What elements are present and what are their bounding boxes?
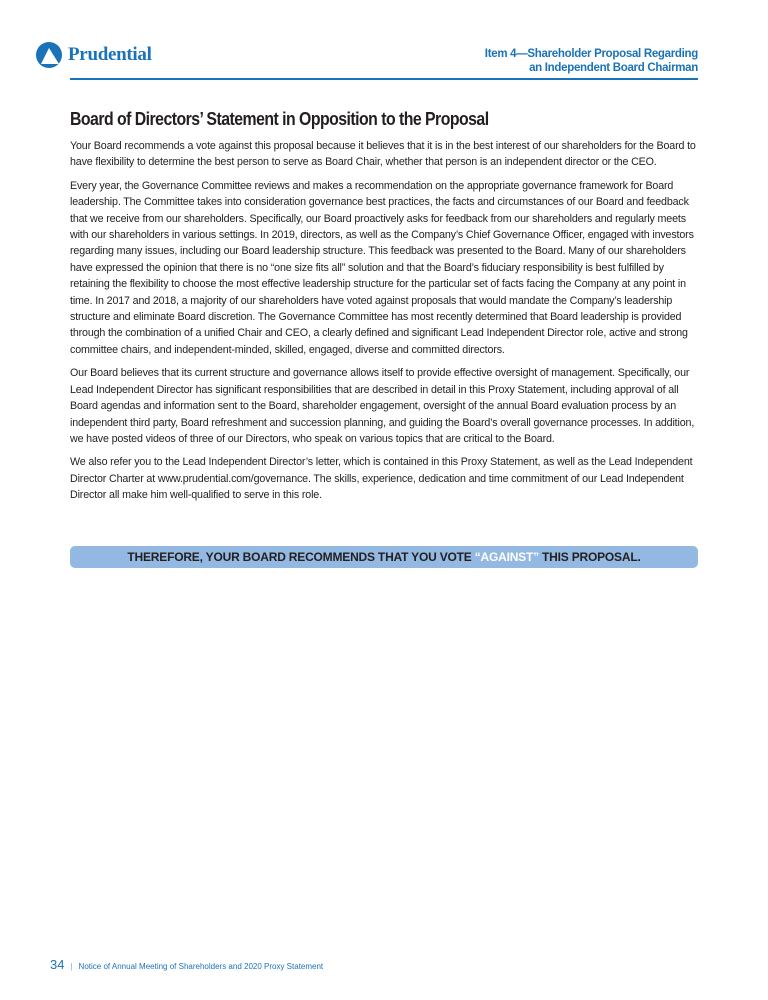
footer-doc-title: Notice of Annual Meeting of Shareholders and 2020 Proxy Statement <box>78 962 324 971</box>
section-title-line1: Item 4—Shareholder Proposal Regarding <box>484 48 698 60</box>
page-number: 34 <box>50 957 65 972</box>
paragraph: Our Board believes that its current structure and governance allows itself to provide effective oversight of management. Specifically, our Lead Independent Director has significant responsibilities that are described in detail in this Proxy Statement, including approval of all Board agendas and information sent to the Board, shareholder engagement, oversight of the annual Board evaluation process by an independent third party, Board refreshment and succession planning, and guiding the Board’s overall governance processes. In addition, we have posted videos of three of our Directors, who speak on various topics that are critical to the Board. <box>70 367 695 445</box>
banner-text: THEREFORE, YOUR BOARD RECOMMENDS THAT YOU VOTE <box>127 550 475 564</box>
paragraph: Every year, the Governance Committee reviews and makes a recommendation on the appropriate governance framework for Board leadership. The Committee takes into consideration governance best practices, the facts and circumstances of our Board and feedback that we receive from our shareholders. Specifically, our Board proactively asks for feedback from our shareholders and regularly meets with our shareholders in various settings. In 2019, directors, as well as the Company’s Chief Governance Officer, engaged with investors regarding many issues, including our Board leadership structure. This feedback was presented to the Board. Many of our shareholders have expressed the opinion that there is no “one size fits all” solution and that the Board’s fiduciary responsibility is best fulfilled by retaining the flexibility to choose the most effective leadership structure for the particular set of facts facing the Company at any point in time. In 2017 and 2018, a majority of our shareholders have voted against proposals that would mandate the Company’s leadership structure and eliminate Board discretion. The Governance Committee has most recently determined that Board leadership is provided through the combination of a unified Chair and CEO, a clearly defined and significant Lead Independent Director role, active and strong committee chairs, and independent-minded, skilled, engaged, diverse and committed directors. <box>70 179 694 356</box>
page-footer <box>50 957 323 972</box>
header-divider <box>70 78 698 80</box>
logo-text: Prudential <box>68 44 152 65</box>
page-heading: Board of Directors’ Statement in Opposition to the Proposal <box>70 109 489 129</box>
prudential-logo <box>36 42 152 68</box>
paragraph: Your Board recommends a vote against this proposal because it believes that it is in the best interest of our shareholders for the Board to have flexibility to determine the best person to serve as Board Chair, whether that person is an independent director or the CEO. <box>70 140 696 169</box>
section-title-line2: an Independent Board Chairman <box>529 62 698 74</box>
rock-logo-icon <box>36 42 62 68</box>
banner-text-end: THIS PROPOSAL. <box>538 550 641 564</box>
recommendation-banner <box>70 546 698 568</box>
body-text <box>70 138 698 511</box>
footer-separator: | <box>70 962 73 971</box>
section-title <box>485 47 698 75</box>
paragraph: We also refer you to the Lead Independent Director’s letter, which is contained in this Proxy Statement, as well as the Lead Independent Director Charter at www.prudential.com/governance. The skills, experience, dedication and time commitment of our Lead Independent Director all make him well-qualified to serve in this role. <box>70 456 693 502</box>
banner-highlight: “AGAINST” <box>474 550 539 564</box>
